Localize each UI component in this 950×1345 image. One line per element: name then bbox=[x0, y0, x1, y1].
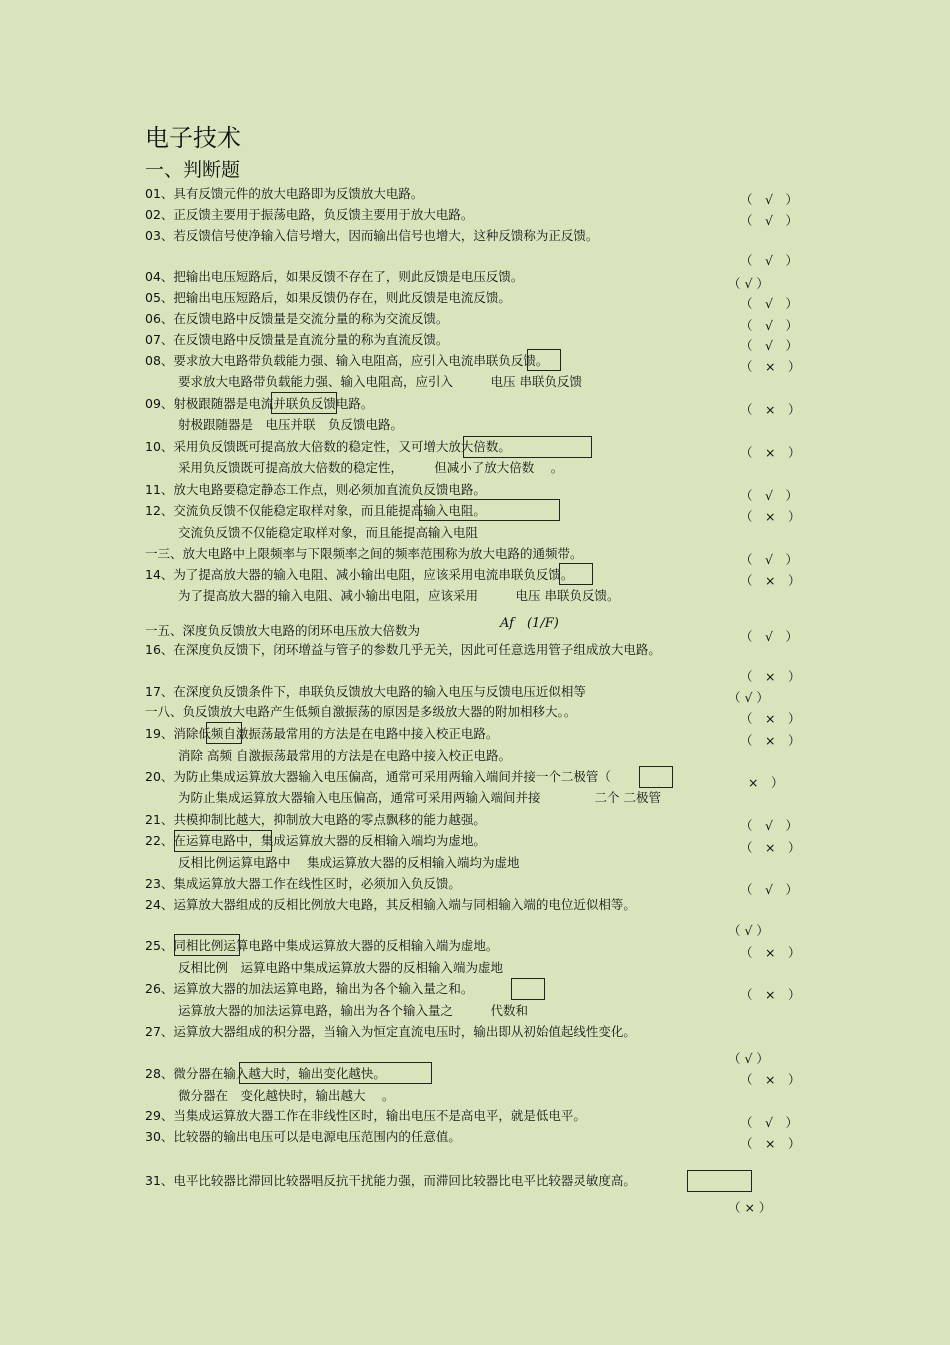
answer-mark: （ × ） bbox=[740, 1136, 801, 1151]
answer-mark: （ × ） bbox=[728, 1200, 772, 1215]
question-text: 射极跟随器是 电压并联 负反馈电路。 bbox=[178, 417, 404, 432]
question-text: 02、正反馈主要用于振荡电路，负反馈主要用于放大电路。 bbox=[145, 207, 474, 222]
question-text: 08、要求放大电路带负载能力强、输入电阻高，应引入电流串联负反馈。 bbox=[145, 353, 549, 368]
answer-mark: （ × ） bbox=[740, 711, 801, 726]
question-text: 09、射极跟随器是电流并联负反馈电路。 bbox=[145, 396, 374, 411]
question-text: 21、共模抑制比越大，抑制放大电路的零点飘移的能力越强。 bbox=[145, 812, 486, 827]
question-text: 03、若反馈信号使净输入信号增大，因而输出信号也增大，这种反馈称为正反馈。 bbox=[145, 228, 599, 243]
question-text: 反相比例 运算电路中集成运算放大器的反相输入端为虚地 bbox=[178, 960, 504, 975]
highlight-box bbox=[239, 1062, 432, 1084]
question-text: 01、具有反馈元件的放大电路即为反馈放大电路。 bbox=[145, 186, 424, 201]
question-text: 25、同相比例运算电路中集成运算放大器的反相输入端为虚地。 bbox=[145, 938, 499, 953]
question-text: 22、在运算电路中，集成运算放大器的反相输入端均为虚地。 bbox=[145, 833, 486, 848]
answer-mark: （ × ） bbox=[740, 733, 801, 748]
gain-formula: Af (1/F) bbox=[500, 616, 559, 631]
highlight-box bbox=[174, 934, 240, 956]
highlight-box bbox=[206, 722, 242, 744]
question-text: 16、在深度负反馈下，闭环增益与管子的参数几乎无关，因此可任意选用管子组成放大电路。 bbox=[145, 642, 661, 657]
question-text: 微分器在 变化越快时，输出越大 。 bbox=[178, 1088, 395, 1103]
highlight-box bbox=[271, 392, 337, 414]
highlight-box bbox=[463, 436, 592, 458]
answer-mark: （ √ ） bbox=[740, 213, 798, 228]
answer-mark: （ √ ） bbox=[728, 1051, 769, 1066]
question-text: 交流负反馈不仅能稳定取样对象，而且能提高输入电阻 bbox=[178, 525, 479, 540]
answer-mark: （ √ ） bbox=[740, 253, 798, 268]
question-text: 11、放大电路要稳定静态工作点，则必须加直流负反馈电路。 bbox=[145, 482, 486, 497]
highlight-box bbox=[527, 349, 561, 371]
question-text: 28、微分器在输入越大时，输出变化越快。 bbox=[145, 1066, 386, 1081]
question-text: 24、运算放大器组成的反相比例放大电路，其反相输入端与同相输入端的电位近似相等。 bbox=[145, 897, 636, 912]
highlight-box bbox=[511, 978, 545, 1000]
question-text: 反相比例运算电路中 集成运算放大器的反相输入端均为虚地 bbox=[178, 855, 520, 870]
question-text: 31、电平比较器比滞回比较器唱反抗干扰能力强，而滞回比较器比电平比较器灵敏度高。 bbox=[145, 1173, 636, 1188]
answer-mark: （ × ） bbox=[740, 987, 801, 1002]
answer-mark: （ √ ） bbox=[728, 276, 769, 291]
answer-mark: （ × ） bbox=[740, 840, 801, 855]
highlight-box bbox=[419, 499, 560, 521]
answer-mark: （ √ ） bbox=[740, 318, 798, 333]
answer-mark: × ） bbox=[748, 775, 784, 790]
answer-mark: （ × ） bbox=[740, 509, 801, 524]
answer-mark: （ √ ） bbox=[740, 1115, 798, 1130]
highlight-box bbox=[174, 830, 272, 852]
question-text: 29、当集成运算放大器工作在非线性区时，输出电压不是高电平，就是低电平。 bbox=[145, 1108, 586, 1123]
question-text: 要求放大电路带负载能力强、输入电阻高，应引入 电压 串联负反馈 bbox=[178, 374, 582, 389]
question-text: 05、把输出电压短路后，如果反馈仍存在，则此反馈是电流反馈。 bbox=[145, 290, 511, 305]
answer-mark: （ √ ） bbox=[728, 690, 769, 705]
question-text: 30、比较器的输出电压可以是电源电压范围内的任意值。 bbox=[145, 1129, 461, 1144]
answer-mark: （ × ） bbox=[740, 573, 801, 588]
question-text: 04、把输出电压短路后，如果反馈不存在了，则此反馈是电压反馈。 bbox=[145, 269, 524, 284]
question-text: 运算放大器的加法运算电路，输出为各个输入量之 代数和 bbox=[178, 1003, 529, 1018]
question-text: 为防止集成运算放大器输入电压偏高，通常可采用两输入端间并接 二个 二极管 bbox=[178, 790, 661, 805]
answer-mark: （ × ） bbox=[740, 359, 801, 374]
page-title: 电子技术 bbox=[145, 124, 241, 152]
answer-mark: （ × ） bbox=[740, 402, 801, 417]
question-text: 07、在反馈电路中反馈量是直流分量的称为直流反馈。 bbox=[145, 332, 449, 347]
highlight-box bbox=[687, 1170, 752, 1192]
question-text: 12、交流负反馈不仅能稳定取样对象，而且能提高输入电阻。 bbox=[145, 503, 486, 518]
answer-mark: （ × ） bbox=[740, 1072, 801, 1087]
answer-mark: （ √ ） bbox=[728, 923, 769, 938]
question-text: 19、消除低频自激振荡最常用的方法是在电路中接入校正电路。 bbox=[145, 726, 499, 741]
question-text: 20、为防止集成运算放大器输入电压偏高，通常可采用两输入端间并接一个二极管（ bbox=[145, 769, 611, 784]
answer-mark: （ √ ） bbox=[740, 488, 798, 503]
question-text: 23、集成运算放大器工作在线性区时，必须加入负反馈。 bbox=[145, 876, 461, 891]
answer-mark: （ √ ） bbox=[740, 338, 798, 353]
question-text: 一八、负反馈放大电路产生低频自激振荡的原因是多级放大器的附加相移大。。 bbox=[145, 704, 577, 719]
question-text: 为了提高放大器的输入电阻、减小输出电阻，应该采用 电压 串联负反馈。 bbox=[178, 588, 620, 603]
section-heading: 一、判断题 bbox=[145, 159, 241, 181]
question-text: 采用负反馈既可提高放大倍数的稳定性， 但减小了放大倍数 。 bbox=[178, 460, 564, 475]
question-text: 10、采用负反馈既可提高放大倍数的稳定性，又可增大放大倍数。 bbox=[145, 439, 511, 454]
highlight-box bbox=[559, 563, 593, 585]
answer-mark: （ √ ） bbox=[740, 192, 798, 207]
answer-mark: （ √ ） bbox=[740, 552, 798, 567]
question-text: 26、运算放大器的加法运算电路，输出为各个输入量之和。 bbox=[145, 981, 474, 996]
answer-mark: （ √ ） bbox=[740, 629, 798, 644]
answer-mark: （ × ） bbox=[740, 669, 801, 684]
answer-mark: （ × ） bbox=[740, 945, 801, 960]
question-text: 消除 高频 自激振荡最常用的方法是在电路中接入校正电路。 bbox=[178, 748, 511, 763]
answer-mark: （ × ） bbox=[740, 445, 801, 460]
question-text: 27、运算放大器组成的积分器，当输入为恒定直流电压时，输出即从初始值起线性变化。 bbox=[145, 1024, 636, 1039]
highlight-box bbox=[639, 766, 673, 788]
answer-mark: （ √ ） bbox=[740, 818, 798, 833]
question-text: 17、在深度负反馈条件下，串联负反馈放大电路的输入电压与反馈电压近似相等 bbox=[145, 684, 586, 699]
question-text: 06、在反馈电路中反馈量是交流分量的称为交流反馈。 bbox=[145, 311, 449, 326]
question-text: 一三、放大电路中上限频率与下限频率之间的频率范围称为放大电路的通频带。 bbox=[145, 546, 583, 561]
answer-mark: （ √ ） bbox=[740, 296, 798, 311]
question-text: 一五、深度负反馈放大电路的闭环电压放大倍数为 bbox=[145, 623, 421, 638]
answer-mark: （ √ ） bbox=[740, 882, 798, 897]
question-text: 14、为了提高放大器的输入电阻、减小输出电阻，应该采用电流串联负反馈。 bbox=[145, 567, 574, 582]
